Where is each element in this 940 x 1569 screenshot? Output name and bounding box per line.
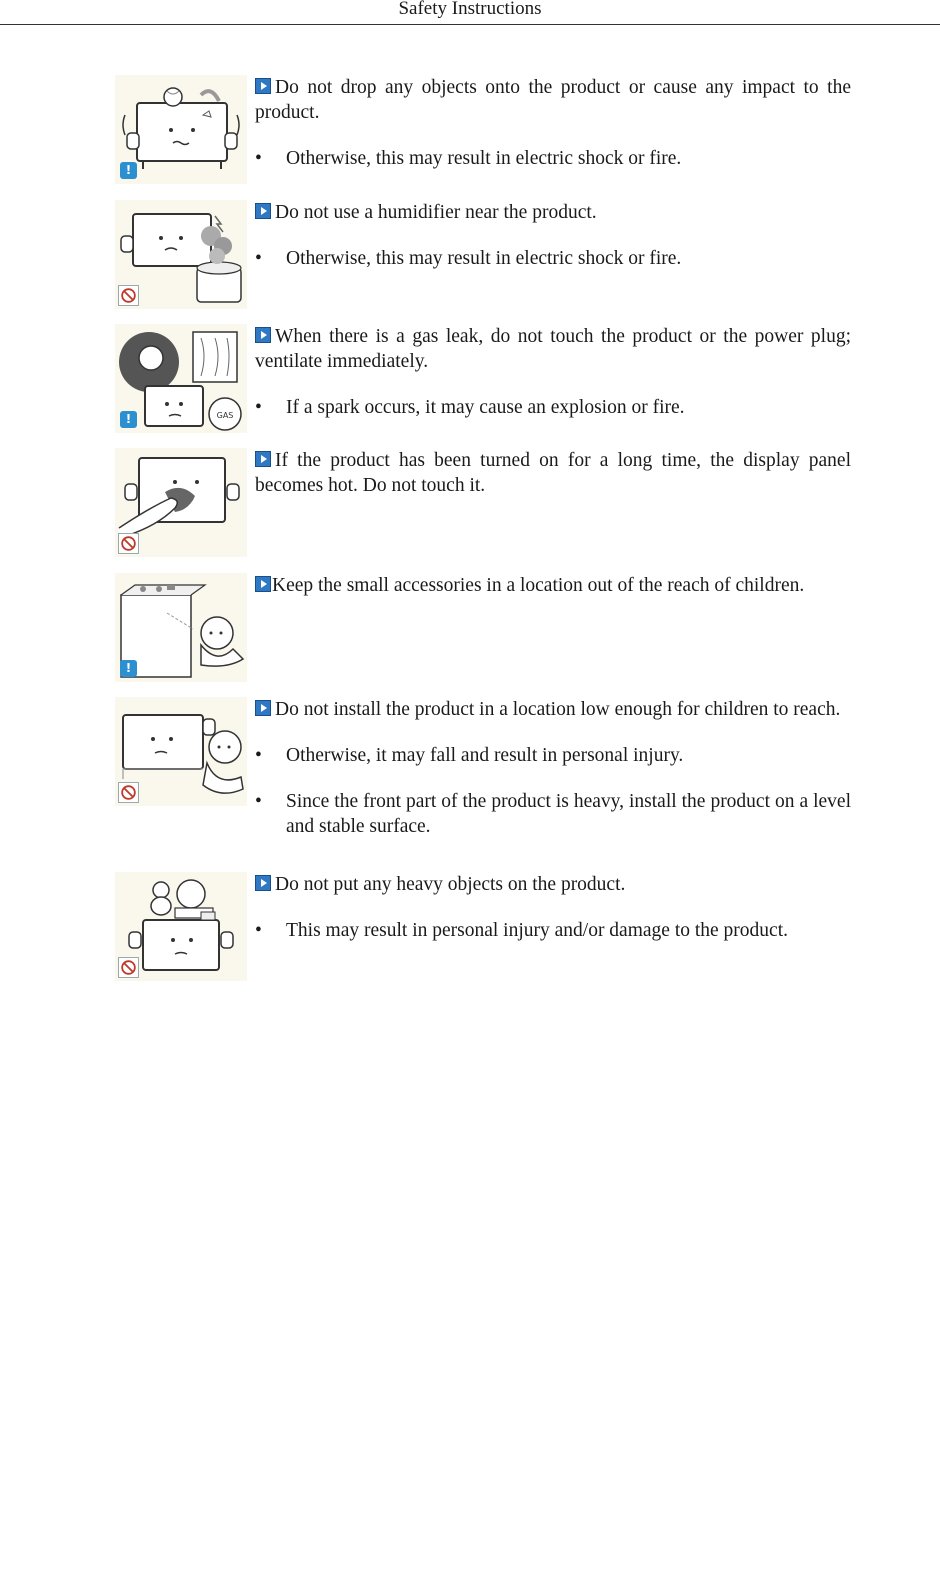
entry-heading: If the product has been turned on for a long time, the display panel becomes hot. Do not touch it. [255,450,851,496]
bullet-item: • Since the front part of the product is heavy, install the product on a level and stable surface. [255,791,851,837]
blue-arrow-icon [255,875,271,891]
blue-arrow-icon [255,576,271,592]
illustration-low-install [115,697,247,806]
prohibited-icon [118,285,139,306]
warning-exclamation-icon: ! [120,660,137,677]
gas-can-label: GAS [216,411,234,420]
illustration-accessories [115,573,247,682]
entry-heading: Do not use a humidifier near the product. [255,200,851,225]
blue-arrow-icon [255,203,271,219]
bullet-item: • Otherwise, this may result in electric shock or fire. [255,248,682,269]
entry-heading: Do not drop any objects onto the product or cause any impact to the product. [255,77,851,123]
warning-exclamation-icon: ! [120,411,137,428]
entry-heading: Do not put any heavy objects on the product. [255,872,851,897]
bullet-item: • If a spark occurs, it may cause an explosion or fire. [255,397,685,418]
blue-arrow-icon [255,327,271,343]
illustration-gas-leak [115,324,247,433]
illustration-hot-panel [115,448,247,557]
entry-heading: Keep the small accessories in a location out of the reach of children. [255,573,851,598]
prohibited-icon [118,533,139,554]
bullet-item: • Otherwise, this may result in electric shock or fire. [255,148,682,169]
entry-heading: Do not install the product in a location low enough for children to reach. [255,697,851,722]
blue-arrow-icon [255,78,271,94]
illustration-humidifier [115,200,247,309]
illustration-impact [115,75,247,184]
prohibited-icon [118,782,139,803]
bullet-item: • Otherwise, it may fall and result in personal injury. [255,745,684,766]
blue-arrow-icon [255,700,271,716]
page-title: Safety Instructions [398,0,542,19]
entry-heading: When there is a gas leak, do not touch the product or the power plug; ventilate immediately. [255,326,851,372]
warning-exclamation-icon: ! [120,162,137,179]
prohibited-icon [118,957,139,978]
blue-arrow-icon [255,451,271,467]
illustration-heavy-objects [115,872,247,981]
bullet-item: • This may result in personal injury and/or damage to the product. [255,920,789,941]
page-header [0,0,940,25]
